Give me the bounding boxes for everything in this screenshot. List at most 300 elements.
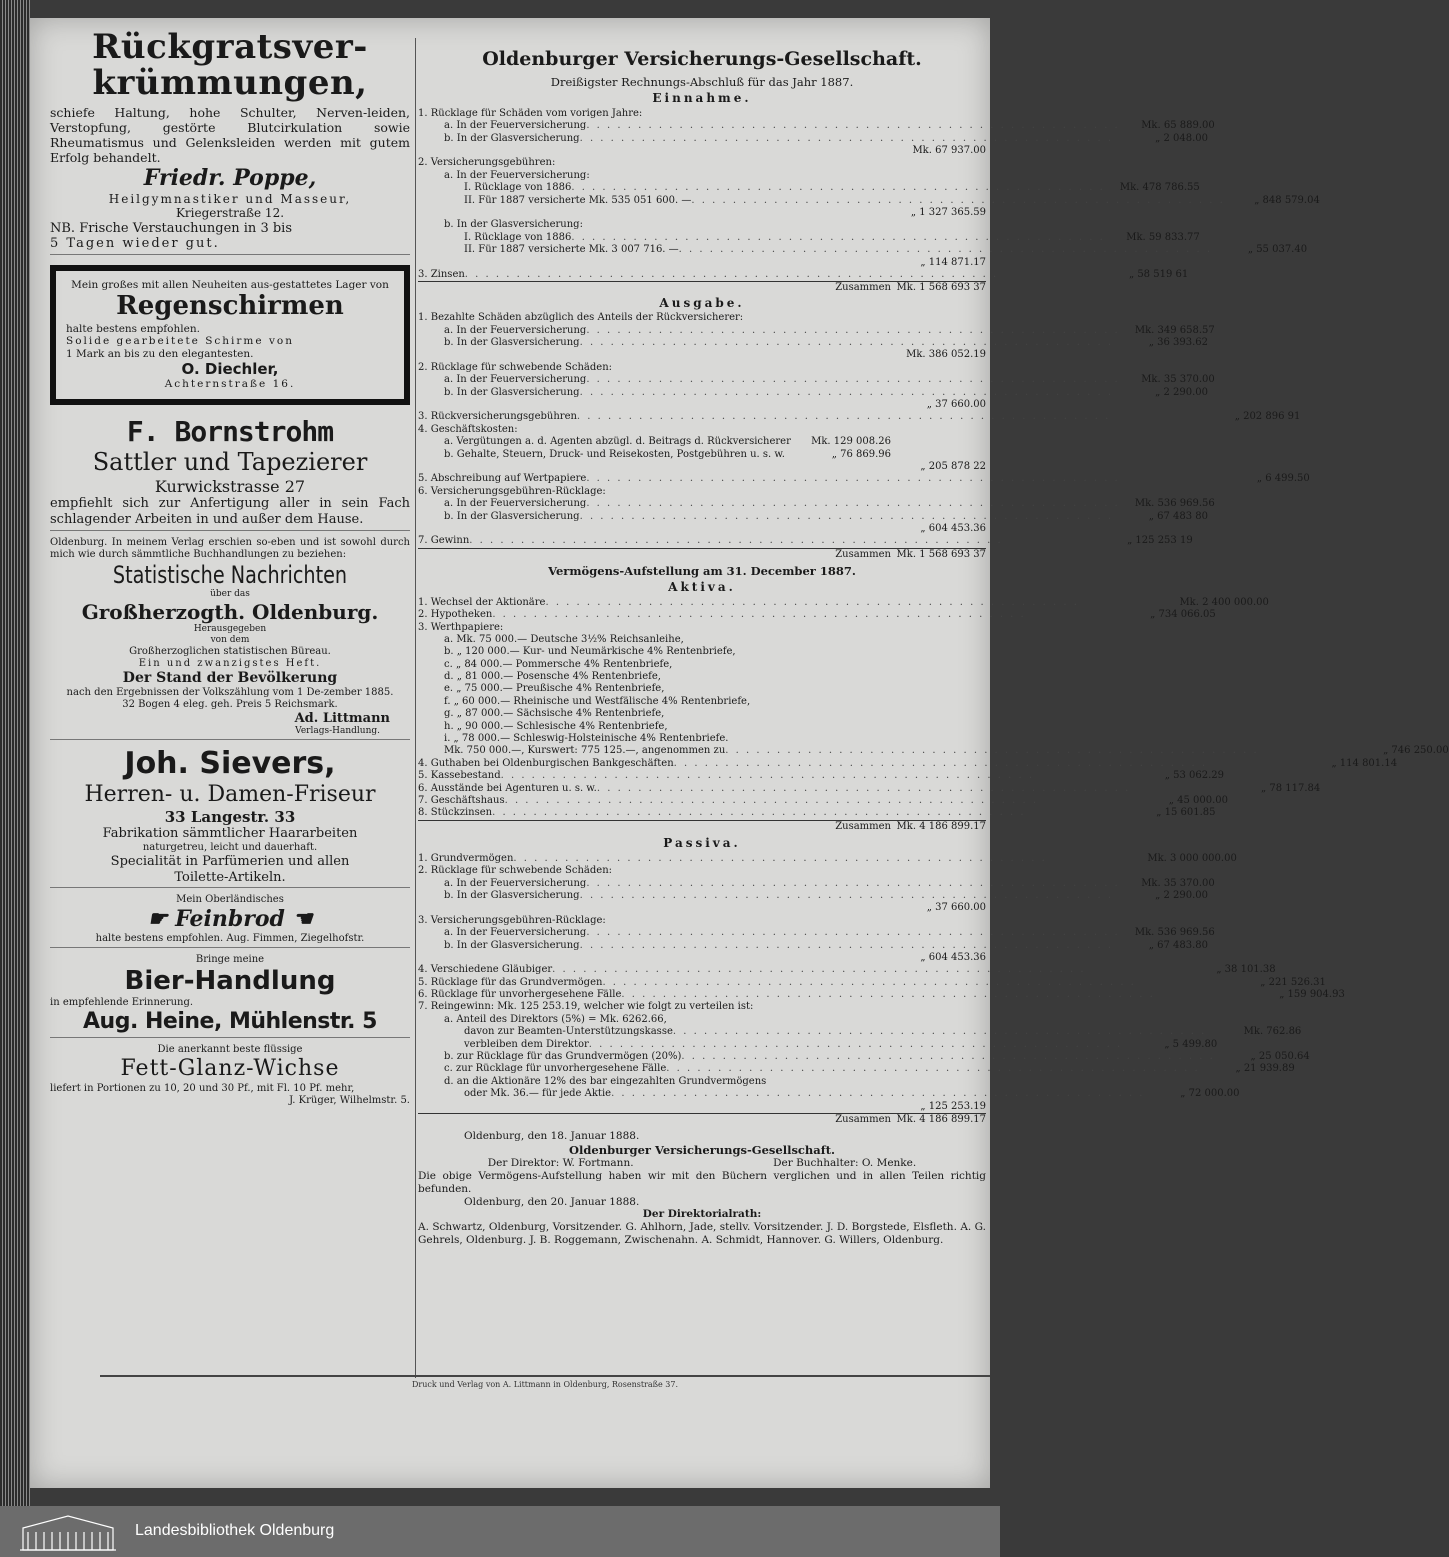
leader-dots: . . . . . . . . . . . . . . . . . . . . . . . . . . . . . . . . . . . . . . . . . . . . . . . . . . . . [678,244,1213,256]
table-row [418,312,986,324]
leader-dots: . . . . . . . . . . . . . . . . . . . . . . . . . . . . . . . . . . . . . . . . . . . . . . . . . . . . [681,1051,1215,1063]
ad-diechler-line-3: 1 Mark an bis zu den elegantesten. [66,347,254,360]
row-total [1215,374,1310,386]
leader-dots: . . . . . . . . . . . . . . . . . . . . . . . . . . . . . . . . . . . . . . . . . . . . . . . . . . . . [513,852,1047,864]
leader-dots: . . . . . . . . . . . . . . . . . . . . . . . . . . . . . . . . . . . . . . . . . . . . . . . . . . . . [666,1063,1200,1075]
table-row [418,386,1209,399]
table-row [418,782,1321,795]
row-label: 4. Geschäftskosten: [418,423,518,435]
row-label: davon zur Beamten-Unterstützungskasse [464,1026,673,1038]
table-row [418,976,1326,989]
row-amount [1136,977,1231,989]
row-label: 7. Geschäftshaus [418,795,505,806]
row-total: „ 1 327 365.59 [910,206,986,218]
row-label: c. zur Rücklage für unvorhergesehene Fälle [444,1063,667,1075]
row-label: 3. Zinsen [418,268,465,280]
row-amount [796,170,891,182]
row-amount [796,424,891,436]
leader-dots: . . . . . . . . . . . . . . . . . . . . . . . . . . . . . . . . . . . . . . . . . . . . . . . . . . . . [673,757,1208,769]
table-row [418,1001,986,1013]
row-total [891,634,986,646]
leader-dots [418,549,796,560]
row-label: 4. Verschiedene Gläubiger [418,964,553,976]
row-amount: Mk. 536 969.56 [1134,498,1215,510]
row-total: „ 125 253.19 [920,1100,986,1112]
bottom-rule [100,1375,990,1377]
row-amount [796,461,891,473]
row-amount [796,1014,891,1026]
table-row [418,548,986,560]
leader-dots: . . . . . . . . . . . . . . . . . . . . . . . . . . . . . . . . . . . . . . . . . . . . . . . . . . . . [492,807,1026,819]
table-row [418,952,986,964]
table-row [418,877,1215,890]
table-row [418,795,1229,807]
row-label: a. In der Feuerversicherung [444,927,587,939]
ad-heine-name: Aug. Heine, Mühlenstr. 5 [83,1008,377,1034]
table-row [418,337,1209,349]
ad-poppe-note-2: 5 Tagen wieder gut. [50,236,220,252]
row-label: b. In der Glasversicherung [444,889,580,901]
financial-report-column [418,48,1449,1398]
row-total [891,312,986,324]
table-row [418,696,986,708]
library-building-icon [18,1512,118,1552]
row-label: I. Rücklage von 1886 [464,182,572,194]
row-amount [796,257,891,269]
row-label: 1. Bezahlte Schäden abzüglich des Anteils der Rückversicherer: [418,312,744,324]
table-row [418,1088,1240,1100]
row-label: II. Für 1887 versicherte Mk. 3 007 716. — [464,244,679,256]
row-amount: Mk. 129 008.26 [811,436,891,448]
table-row [418,486,986,498]
row-total: „ 78 117.84 [1261,782,1321,794]
row-label: a. Mk. 75 000.— Deutsche 3½% Reichsanleihe, [444,633,684,645]
row-amount [796,708,891,720]
table-row [418,281,986,293]
row-total: „ 734 066.05 [1150,609,1216,621]
leader-dots [418,821,796,832]
leader-dots: . . . . . . . . . . . . . . . . . . . . . . . . . . . . . . . . . . . . . . . . . . . . . . . . . . . . [672,1026,1207,1038]
leader-dots [664,683,796,695]
leader-dots [606,915,796,927]
ad-littmann-intro: Oldenburg. In meinem Verlag erschien so-eben und ist sowohl durch mich wie durch sämmtliche Buchhandlungen zu beziehen: [50,536,410,560]
row-amount: Zusammen [835,282,891,294]
leader-dots [464,207,796,219]
row-label: h. „ 90 000.— Schlesische 4% Rentenbriefe, [444,720,668,732]
leader-dots: . . . . . . . . . . . . . . . . . . . . . . . . . . . . . . . . . . . . . . . . . . . . . . . . . . . . [571,231,1105,243]
director-signature: Der Direktor: W. Fortmann. [487,1157,634,1170]
ad-bornstrohm [50,413,410,531]
ad-poppe-note-1: NB. Frische Verstauchungen in 3 bis [50,220,292,236]
row-label: 2. Rücklage für schwebende Schäden: [418,361,612,373]
table-row [418,535,1193,547]
newspaper-page [30,18,1449,1488]
row-amount [796,349,891,361]
row-label: f. „ 60 000.— Rheinische und Westfälische 4% Rentenbriefe, [444,695,751,707]
ad-diechler-intro: Mein großes mit allen Neuheiten aus-gestattetes Lager von [71,278,389,291]
row-label: Mk. 750 000.—, Kurswert: 775 125.—, angenommen zu [444,745,726,757]
table-row [418,889,1209,902]
row-amount [998,269,1093,281]
row-total [1200,232,1295,244]
table-row [418,1101,986,1113]
row-amount: „ 55 037.40 [1247,244,1308,256]
table-row [418,120,1215,132]
leader-dots: . . . . . . . . . . . . . . . . . . . . . . . . . . . . . . . . . . . . . . . . . . . . . . . . . . . . [586,324,1120,336]
ad-fimmen-product [50,906,410,932]
row-total [891,1014,986,1026]
table-row [418,634,986,646]
leader-dots [418,1114,796,1125]
row-total [891,671,986,683]
ad-heine-outro: in empfehlende Erinnerung. [50,996,194,1008]
ad-littmann-hg-2: von dem [210,635,250,646]
row-total [891,1076,986,1088]
row-amount [796,721,891,733]
bookkeeper-signature: Der Buchhalter: O. Menke. [773,1157,917,1170]
report-date-2: Oldenburg, den 20. Januar 1888. [464,1195,640,1208]
row-amount [1207,758,1302,770]
ad-diechler [50,265,410,405]
row-amount: Mk. 59 833.77 [1126,231,1200,243]
table-row [418,523,986,535]
row-amount: Mk. 762.86 [1243,1026,1302,1038]
row-total [1240,1088,1335,1100]
leader-dots: . . . . . . . . . . . . . . . . . . . . . . . . . . . . . . . . . . . . . . . . . . . . . . . . . . . . [579,132,1114,144]
row-label: b. In der Glasversicherung [444,510,580,522]
report-date-1: Oldenburg, den 18. Januar 1888. [464,1130,640,1143]
leader-dots [418,282,796,293]
row-label: 7. Gewinn [418,535,470,547]
leader-dots [444,902,796,914]
table-row [418,708,986,720]
row-amount [796,486,891,498]
row-amount: „ 2 290.00 [1155,889,1209,901]
ad-bornstrohm-street: Kurwickstrasse 27 [154,477,306,497]
row-total [1208,940,1303,952]
table-row [418,194,1320,207]
leader-dots: . . . . . . . . . . . . . . . . . . . . . . . . . . . . . . . . . . . . . . . . . . . . . . . . . . . . [596,782,1131,794]
leader-dots [750,696,796,708]
row-amount [796,683,891,695]
row-total [1208,337,1303,349]
signatures [418,1157,986,1170]
leader-dots [668,721,796,733]
row-label: 8. Stückzinsen [418,807,493,819]
row-total [1208,511,1303,523]
row-total [1217,1039,1312,1051]
ad-littmann-ueber: über das [210,589,250,600]
table-row [418,157,986,169]
row-label: 1. Grundvermögen [418,852,514,864]
row-total [891,646,986,658]
row-label: a. In der Feuerversicherung [444,498,587,510]
row-label: b. „ 120 000.— Kur- und Neumärkische 4% Rentenbriefe, [444,646,736,658]
table-row [418,733,986,745]
table-row [418,362,986,374]
leader-dots [464,257,796,269]
table-row [418,659,986,671]
einnahme-heading: Einnahme. [652,91,752,106]
table-row [418,461,986,473]
row-label: a. In der Feuerversicherung [444,877,587,889]
table-row [418,1076,986,1088]
row-label: b. In der Glasversicherung [444,132,580,144]
row-amount [796,207,891,219]
table-row [418,1038,1218,1051]
row-total: „ 604 453.36 [920,951,986,963]
row-total [1208,133,1303,145]
row-total [1301,1026,1396,1038]
ad-poppe-profession: Heilgymnastiker und Masseur, [108,191,352,206]
row-total [891,449,986,461]
ad-diechler-line-1: halte bestens empfohlen. [66,322,200,335]
leader-dots: . . . . . . . . . . . . . . . . . . . . . . . . . . . . . . . . . . . . . . . . . . . . . . . . . . . . [725,745,1259,757]
ad-bornstrohm-name: F. Bornstrohm [126,414,334,448]
ad-fimmen-product-text: Feinbrod [175,906,285,933]
row-total: „ 205 878 22 [920,460,986,472]
row-amount [796,157,891,169]
table-row [418,1113,986,1125]
leader-dots: . . . . . . . . . . . . . . . . . . . . . . . . . . . . . . . . . . . . . . . . . . . . . . . . . . . . [586,498,1120,510]
row-label: 3. Versicherungsgebühren-Rücklage: [418,914,606,926]
row-amount: Zusammen [835,820,891,832]
ad-fimmen-outro: halte bestens empfohlen. Aug. Fimmen, Ziegelhofstr. [95,932,365,944]
ad-poppe-address: Kriegerstraße 12. [175,206,285,221]
row-amount: „ 2 048.00 [1155,132,1209,144]
leader-dots [444,952,796,964]
ad-poppe [50,28,410,255]
ad-diechler-name: O. Diechler, [181,360,279,379]
row-amount: Mk. 35 370.00 [1141,374,1215,386]
pointing-hand-left-icon: ☛ [147,906,176,933]
leader-dots [753,1001,796,1013]
row-label: 7. Reingewinn: Mk. 125 253.19, welcher wie folgt zu verteilen ist: [418,1001,754,1013]
row-total: „ 15 601.85 [1156,807,1216,819]
pointing-hand-right-icon: ☚ [284,906,313,933]
row-total [891,733,986,745]
library-footer-bar [0,1506,1000,1557]
row-amount: „ 2 290.00 [1155,386,1209,398]
row-amount [796,1101,891,1113]
row-amount [1003,535,1098,547]
table-row [418,145,986,157]
ad-krueger [50,1042,410,1108]
row-total [1215,927,1310,939]
leader-dots [606,486,796,498]
table-row [418,1014,986,1026]
leader-dots: . . . . . . . . . . . . . . . . . . . . . . . . . . . . . . . . . . . . . . . . . . . . . . . . . . . . [579,337,1114,349]
leader-dots: . . . . . . . . . . . . . . . . . . . . . . . . . . . . . . . . . . . . . . . . . . . . . . . . . . . . [579,510,1114,522]
leader-dots: . . . . . . . . . . . . . . . . . . . . . . . . . . . . . . . . . . . . . . . . . . . . . . . . . . . . [571,182,1105,194]
leader-dots [766,1076,796,1088]
row-total [891,721,986,733]
row-total [891,108,986,120]
leader-dots [444,399,796,411]
row-label: 3. Werthpapiere: [418,621,504,633]
ad-heine-intro: Bringe meine [195,953,265,965]
row-amount [796,219,891,231]
row-amount [1155,989,1250,1001]
ad-littmann [50,535,410,740]
row-amount: Zusammen [835,548,891,560]
row-label: 6. Rücklage für unvorhergesehene Fälle [418,989,622,1001]
row-label: a. In der Feuerversicherung: [444,169,590,181]
row-amount [796,399,891,411]
table-row [418,244,1308,256]
footer-label: Landesbibliothek Oldenburg [135,1522,335,1539]
table-row [418,231,1200,244]
row-total: „ 37 660.00 [926,902,986,914]
row-amount [796,634,891,646]
table-row [418,671,986,683]
row-amount [796,1076,891,1088]
row-total: „ 114 871.17 [920,256,986,268]
row-total: „ 221 526.31 [1260,976,1326,988]
row-amount: „ 848 579.04 [1254,194,1320,206]
table-row [418,927,1215,939]
table-row [418,609,1216,621]
row-amount: „ 67 483.80 [1148,939,1209,951]
leader-dots [583,219,796,231]
row-label: g. „ 87 000.— Sächsische 4% Rentenbriefe, [444,708,665,720]
row-amount: Mk. 35 370.00 [1141,877,1215,889]
ad-bornstrohm-trade: Sattler und Tapezierer [92,448,368,477]
row-total: „ 53 062.29 [1164,770,1225,782]
row-label: b. In der Glasversicherung [444,939,580,951]
row-label: a. In der Feuerversicherung [444,374,587,386]
row-total [1215,498,1310,510]
row-total: Mk. 386 052.19 [906,349,986,361]
ad-poppe-heading-2: krümmungen, [92,62,368,103]
row-amount: „ 72 000.00 [1180,1088,1240,1100]
leader-dots: . . . . . . . . . . . . . . . . . . . . . . . . . . . . . . . . . . . . . . . . . . . . . . . . . . . . [602,976,1136,988]
row-label: a. Anteil des Direktors (5%) = Mk. 6262.66, [444,1013,667,1025]
table-row [418,902,986,914]
leader-dots: . . . . . . . . . . . . . . . . . . . . . . . . . . . . . . . . . . . . . . . . . . . . . . . . . . . . [586,473,1120,485]
table-row [418,182,1200,194]
board-members: A. Schwartz, Oldenburg, Vorsitzender. G. Ahlhorn, Jade, stellv. Vorsitzender. J. D. Borgstede, Elsfleth. A. G. Gehrels, Oldenburg. J. B. Roggemann, Zwischenahn. A. Schmidt, Hannover. G. Willers, Oldenburg. [418,1221,986,1246]
passiva-table [418,852,1345,1126]
vermoegen-heading: Vermögens-Aufstellung am 31. December 1887. [548,564,856,579]
row-total [891,170,986,182]
ausgabe-heading: Ausgabe. [659,295,745,310]
row-amount: „ 36 393.62 [1148,337,1209,349]
row-total [1215,878,1310,890]
ad-diechler-line-2: Solide gearbeitete Schirme von [66,335,294,348]
leader-dots: . . . . . . . . . . . . . . . . . . . . . . . . . . . . . . . . . . . . . . . . . . . . . . . . . . . . [586,374,1120,386]
row-total [1200,182,1295,194]
table-row [418,820,986,832]
table-row [418,219,986,231]
row-total [891,424,986,436]
row-label: 5. Rücklage für das Grundvermögen [418,976,603,988]
row-amount [796,902,891,914]
leader-dots: . . . . . . . . . . . . . . . . . . . . . . . . . . . . . . . . . . . . . . . . . . . . . . . . . . . . [579,386,1114,398]
row-label: 6. Ausstände bei Agenturen u. s. w. [418,782,597,794]
ad-sievers-line-3: Specialität in Parfümerien und allen [110,854,350,870]
row-amount [1120,473,1215,485]
leader-dots [728,733,796,745]
row-amount [1079,597,1174,609]
ad-heine-product: Bier-Handlung [124,965,336,996]
table-row [418,646,986,658]
leader-dots: . . . . . . . . . . . . . . . . . . . . . . . . . . . . . . . . . . . . . . . . . . . . . . . . . . . . [586,927,1120,939]
row-total: „ 114 801.14 [1331,757,1398,769]
row-total: „ 37 660.00 [926,399,986,411]
row-amount: „ 21 939.89 [1235,1063,1295,1075]
ad-sievers-name: Joh. Sievers, [124,746,336,782]
table-row [418,449,986,461]
row-total [1208,387,1303,399]
row-label: 4. Guthaben bei Oldenburgischen Bankgeschäften [418,757,674,769]
ad-littmann-topic: Der Stand der Bevölkerung [122,669,338,686]
leader-dots [664,708,796,720]
leader-dots: . . . . . . . . . . . . . . . . . . . . . . . . . . . . . . . . . . . . . . . . . . . . . . . . . . . . [621,989,1155,1001]
leader-dots [590,170,796,182]
table-row [418,852,1237,865]
leader-dots: . . . . . . . . . . . . . . . . . . . . . . . . . . . . . . . . . . . . . . . . . . . . . . . . . . . . [545,596,1079,608]
row-label: 2. Hypotheken [418,609,493,621]
table-row [418,596,1269,609]
row-amount: Mk. 349 658.57 [1134,324,1215,336]
table-row [418,349,986,361]
row-total [891,362,986,374]
table-row [418,964,1276,976]
row-label: 2. Versicherungsgebühren: [418,157,556,169]
ad-sievers-line-2: naturgetreu, leicht und dauerhaft. [142,842,318,854]
table-row [418,1026,1302,1038]
leader-dots: . . . . . . . . . . . . . . . . . . . . . . . . . . . . . . . . . . . . . . . . . . . . . . . . . . . . [586,120,1120,132]
row-total [891,219,986,231]
ad-bornstrohm-body: empfiehlt sich zur Anfertigung aller in sein Fach schlagender Arbeiten in und außer dem Hause. [50,496,410,528]
ad-diechler-product: Regenschirmen [116,291,344,322]
ausgabe-table [418,312,1310,560]
table-row [418,411,1301,423]
table-row [418,510,1209,523]
row-label: b. zur Rücklage für das Grundvermögen (20%) [444,1051,682,1063]
row-amount [796,671,891,683]
passiva-heading: Passiva. [663,836,741,851]
leader-dots [444,523,796,535]
row-amount [796,733,891,745]
leader-dots: . . . . . . . . . . . . . . . . . . . . . . . . . . . . . . . . . . . . . . . . . . . . . . . . . . . . [500,770,1035,782]
table-row [418,721,986,733]
leader-dots [667,1014,796,1026]
row-total [891,1001,986,1013]
leader-dots: . . . . . . . . . . . . . . . . . . . . . . . . . . . . . . . . . . . . . . . . . . . . . . . . . . . . [504,795,1039,806]
leader-dots: . . . . . . . . . . . . . . . . . . . . . . . . . . . . . . . . . . . . . . . . . . . . . . . . . . . . [464,268,999,280]
table-row [418,622,986,634]
leader-dots: . . . . . . . . . . . . . . . . . . . . . . . . . . . . . . . . . . . . . . . . . . . . . . . . . . . . [492,609,1026,621]
ad-littmann-hg-3: Großherzoglichen statistischen Büreau. [129,645,331,657]
table-row [418,170,986,182]
row-total [1320,195,1415,207]
row-label: b. In der Glasversicherung [444,337,580,349]
table-row [418,807,1216,819]
imprint: Druck und Verlag von A. Littmann in Oldenburg, Rosenstraße 37. [412,1380,678,1389]
table-row [418,745,1449,757]
row-total: „ 58 519 61 [1128,268,1189,280]
row-total [1208,890,1303,902]
row-total [891,622,986,634]
row-amount: Mk. 65 889.00 [1141,120,1215,132]
ad-krueger-product: Fett-Glanz-Wichse [120,1056,340,1082]
row-amount [1026,807,1121,819]
table-row [418,132,1209,145]
leader-dots [612,362,796,374]
row-total: Mk. 1 568 693 37 [896,548,986,560]
